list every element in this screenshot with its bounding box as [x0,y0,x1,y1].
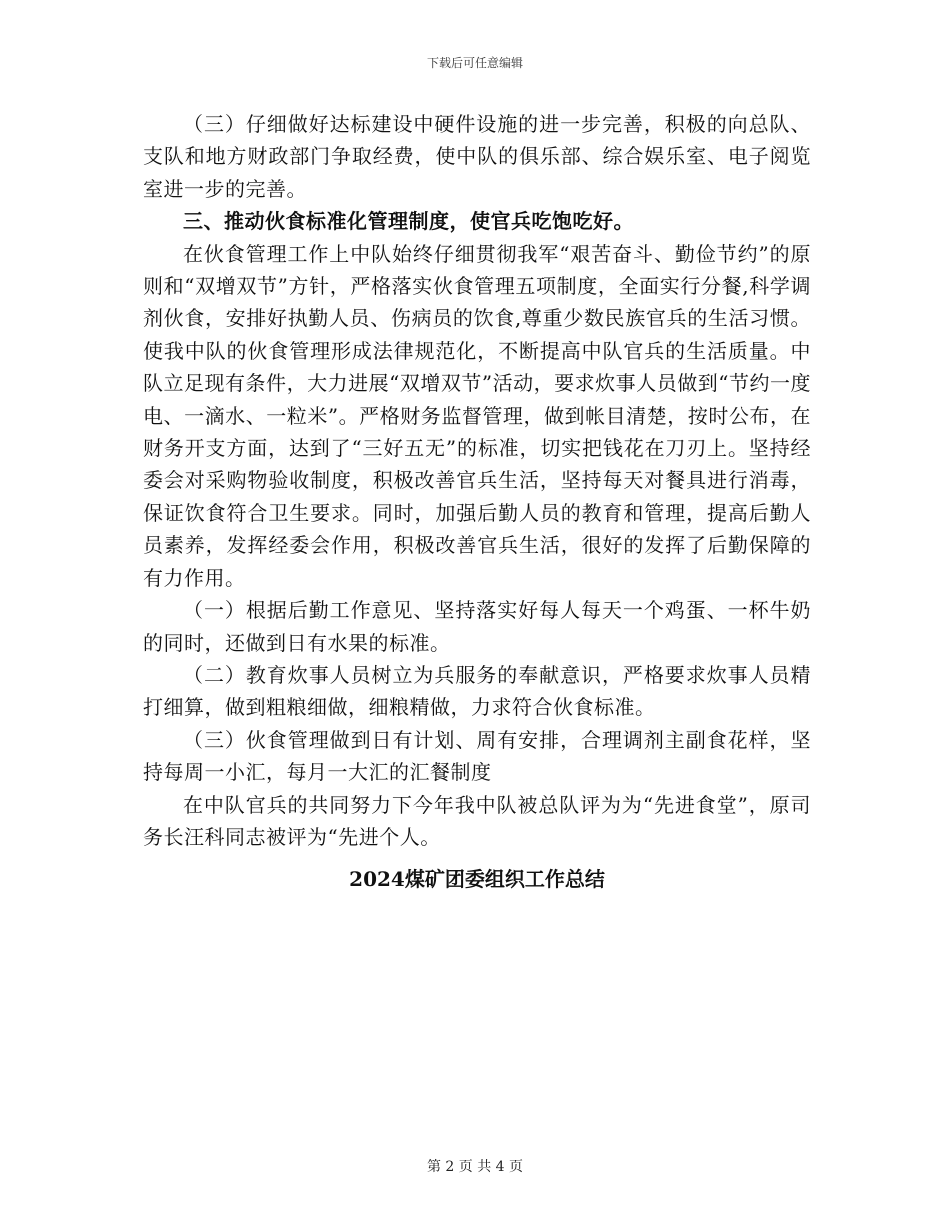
page-header: 下载后可任意编辑 [426,56,523,70]
paragraph-awards: 在中队官兵的共同努力下今年我中队被总队评为为“先进食堂”，原司务长汪科同志被评为“先进个人。 [143,792,811,849]
section-heading-food-management: 三、推动伙食标准化管理制度，使官兵吃饱吃好。 [183,209,634,234]
document-body [143,108,811,896]
paragraph-item-three: （三）伙食管理做到日有计划、周有安排，合理调剂主副食花样，坚持每周一小汇，每月一大汇的汇餐制度 [143,727,811,785]
paragraph-hardware-facilities: （三）仔细做好达标建设中硬件设施的进一步完善，积极的向总队、支队和地方财政部门争取经费，使中队的俱乐部、综合娱乐室、电子阅览室进一步的完善。 [143,112,811,201]
page-footer: 第 2 页 共 4 页 [426,1159,524,1175]
paragraph-item-one: （一）根据后勤工作意见、坚持落实好每人每天一个鸡蛋、一杯牛奶的同时，还做到日有水果的标准。 [143,598,811,655]
paragraph-food-management: 在伙食管理工作上中队始终仔细贯彻我军“艰苦奋斗、勤俭节约”的原则和“双增双节”方针，严格落实伙食管理五项制度，全面实行分餐,科学调剂伙食，安排好执勤人员、伤病员的饮食,尊重少数民族官兵的生活习惯。使我中队的伙食管理形成法律规范化，不断提高中队官兵的生活质量。中队立足现有条件，大力进展“双增双节”活动，要求炊事人员做到“节约一度电、一滴水、一粒米”。严格财务监督管理，做到帐目清楚，按时公布，在财务开支方面，达到了“三好五无”的标准，切实把钱花在刀刃上。坚持经委会对采购物验收制度，积极改善官兵生活，坚持每天对餐具进行消毒，保证饮食符合卫生要求。同时，加强后勤人员的教育和管理，提高后勤人员素养，发挥经委会作用，积极改善官兵生活，很好的发挥了后勤保障的有力作用。 [143,241,811,590]
paragraph-item-two: （二）教育炊事人员树立为兵服务的奉献意识，严格要求炊事人员精打细算，做到粗粮细做，细粮精做，力求符合伙食标准。 [143,662,811,720]
document-title: 2024煤矿团委组织工作总结 [349,867,605,892]
